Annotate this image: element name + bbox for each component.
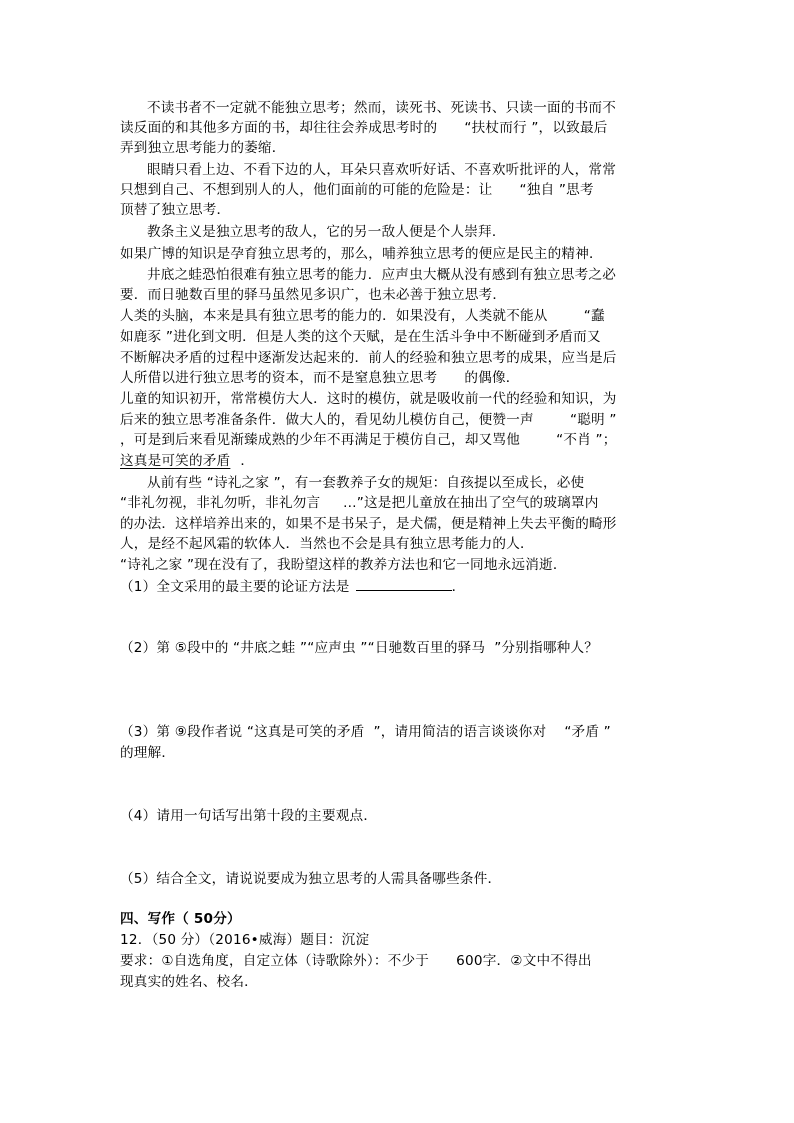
underlined-contradiction-text: 这真是可笑的矛盾 bbox=[120, 453, 231, 469]
passage-line: 人所借以进行独立思考的资本，而不是窒息独立思考 的偶像． bbox=[120, 370, 520, 386]
passage-line: 的办法．这样培养出来的，如果不是书呆子，是犬儒，便是精神上失去平衡的畸形 bbox=[120, 516, 617, 532]
passage-line: 后来的独立思考准备条件．做大人的，看见幼儿模仿自己，便赞一声 “聪明 ” bbox=[120, 412, 617, 428]
passage-line: 如鹿豕 ”进化到文明．但是人类的这个天赋，是在生活斗争中不断碰到矛盾而又 bbox=[120, 329, 601, 345]
writing-requirements-cont: 现真实的姓名、校名． bbox=[120, 974, 258, 990]
passage-line: 人类的头脑，本来是具有独立思考的能力的．如果没有，人类就不能从 “蠢 bbox=[120, 308, 605, 324]
passage-line: “诗礼之家 ”现在没有了，我盼望这样的教养方法也和它一同地永远消逝． bbox=[120, 557, 567, 573]
passage-line: 弄到独立思考能力的萎缩． bbox=[120, 140, 286, 156]
passage-line: 只想到自己、不想到别人的人，他们面前的可能的危险是：让 “独自 ”思考 bbox=[120, 182, 594, 198]
section-heading: 四、写作（ 50分） bbox=[120, 911, 241, 927]
passage-line: 教条主义是独立思考的敌人，它的另一敌人便是个人崇拜． bbox=[147, 224, 506, 240]
passage-line: 眼睛只看上边、不看下边的人，耳朵只喜欢听好话、不喜欢听批评的人，常常 bbox=[147, 162, 616, 178]
passage-line: 读反面的和其他多方面的书，却往往会养成思考时的 “扶杖而行 ”，以致最后 bbox=[120, 120, 608, 136]
passage-line: 儿童的知识初开，常常模仿大人．这时的模仿，就是吸收前一代的经验和知识，为 bbox=[120, 391, 617, 407]
writing-requirements: 要求：①自选角度，自定立体（诗歌除外）：不少于 600字．②文中不得出 bbox=[120, 953, 592, 969]
passage-line: 从前有些 “诗礼之家 ”，有一套教养子女的规矩：自孩提以至成长，必使 bbox=[147, 475, 585, 491]
passage-line: 顶替了独立思考． bbox=[120, 202, 231, 218]
question-3-cont: 的理解． bbox=[120, 745, 176, 761]
question-1: （1）全文采用的最主要的论证方法是 ． bbox=[120, 579, 466, 595]
answer-blank[interactable] bbox=[356, 577, 452, 591]
question-2: （2）第 ⑤段中的 “井底之蛙 ”“应声虫 ”“日驰数百里的驿马 ”分别指哪种人？ bbox=[120, 640, 599, 656]
passage-line: ，可是到后来看见渐臻成熟的少年不再满足于模仿自己，却又骂他 “不肖 ”； bbox=[120, 432, 617, 448]
question-4: （4）请用一句话写出第十段的主要观点． bbox=[120, 808, 378, 824]
writing-item: 12．（50 分）（2016•威海）题目：沉淀 bbox=[120, 932, 370, 948]
question-5: （5）结合全文，请说说要成为独立思考的人需具备哪些条件． bbox=[120, 871, 502, 887]
passage-line: 要．而日驰数百里的驿马虽然见多识广，也未必善于独立思考． bbox=[120, 287, 507, 303]
passage-line: 如果广博的知识是孕育独立思考的，那么，哺养独立思考的便应是民主的精神． bbox=[120, 246, 603, 262]
passage-line: 井底之蛙恐怕很难有独立思考的能力．应声虫大概从没有感到有独立思考之必 bbox=[147, 267, 616, 283]
passage-line-underlined: 这真是可笑的矛盾 ． bbox=[120, 453, 255, 469]
passage-line: 不断解决矛盾的过程中逐渐发达起来的．前人的经验和独立思考的成果，应当是后 bbox=[120, 350, 617, 366]
passage-line: “非礼勿视，非礼勿听，非礼勿言 …”这是把儿童放在抽出了空气的玻璃罩内 bbox=[120, 495, 599, 511]
passage-line: 不读书者不一定就不能独立思考；然而，读死书、死读书、只读一面的书而不 bbox=[147, 100, 616, 116]
passage-line: 人，是经不起风霜的软体人．当然也不会是具有独立思考能力的人． bbox=[120, 536, 534, 552]
question-3: （3）第 ⑨段作者说 “这真是可笑的矛盾 ”，请用简洁的语言谈谈你对 “矛盾 ” bbox=[120, 724, 611, 740]
